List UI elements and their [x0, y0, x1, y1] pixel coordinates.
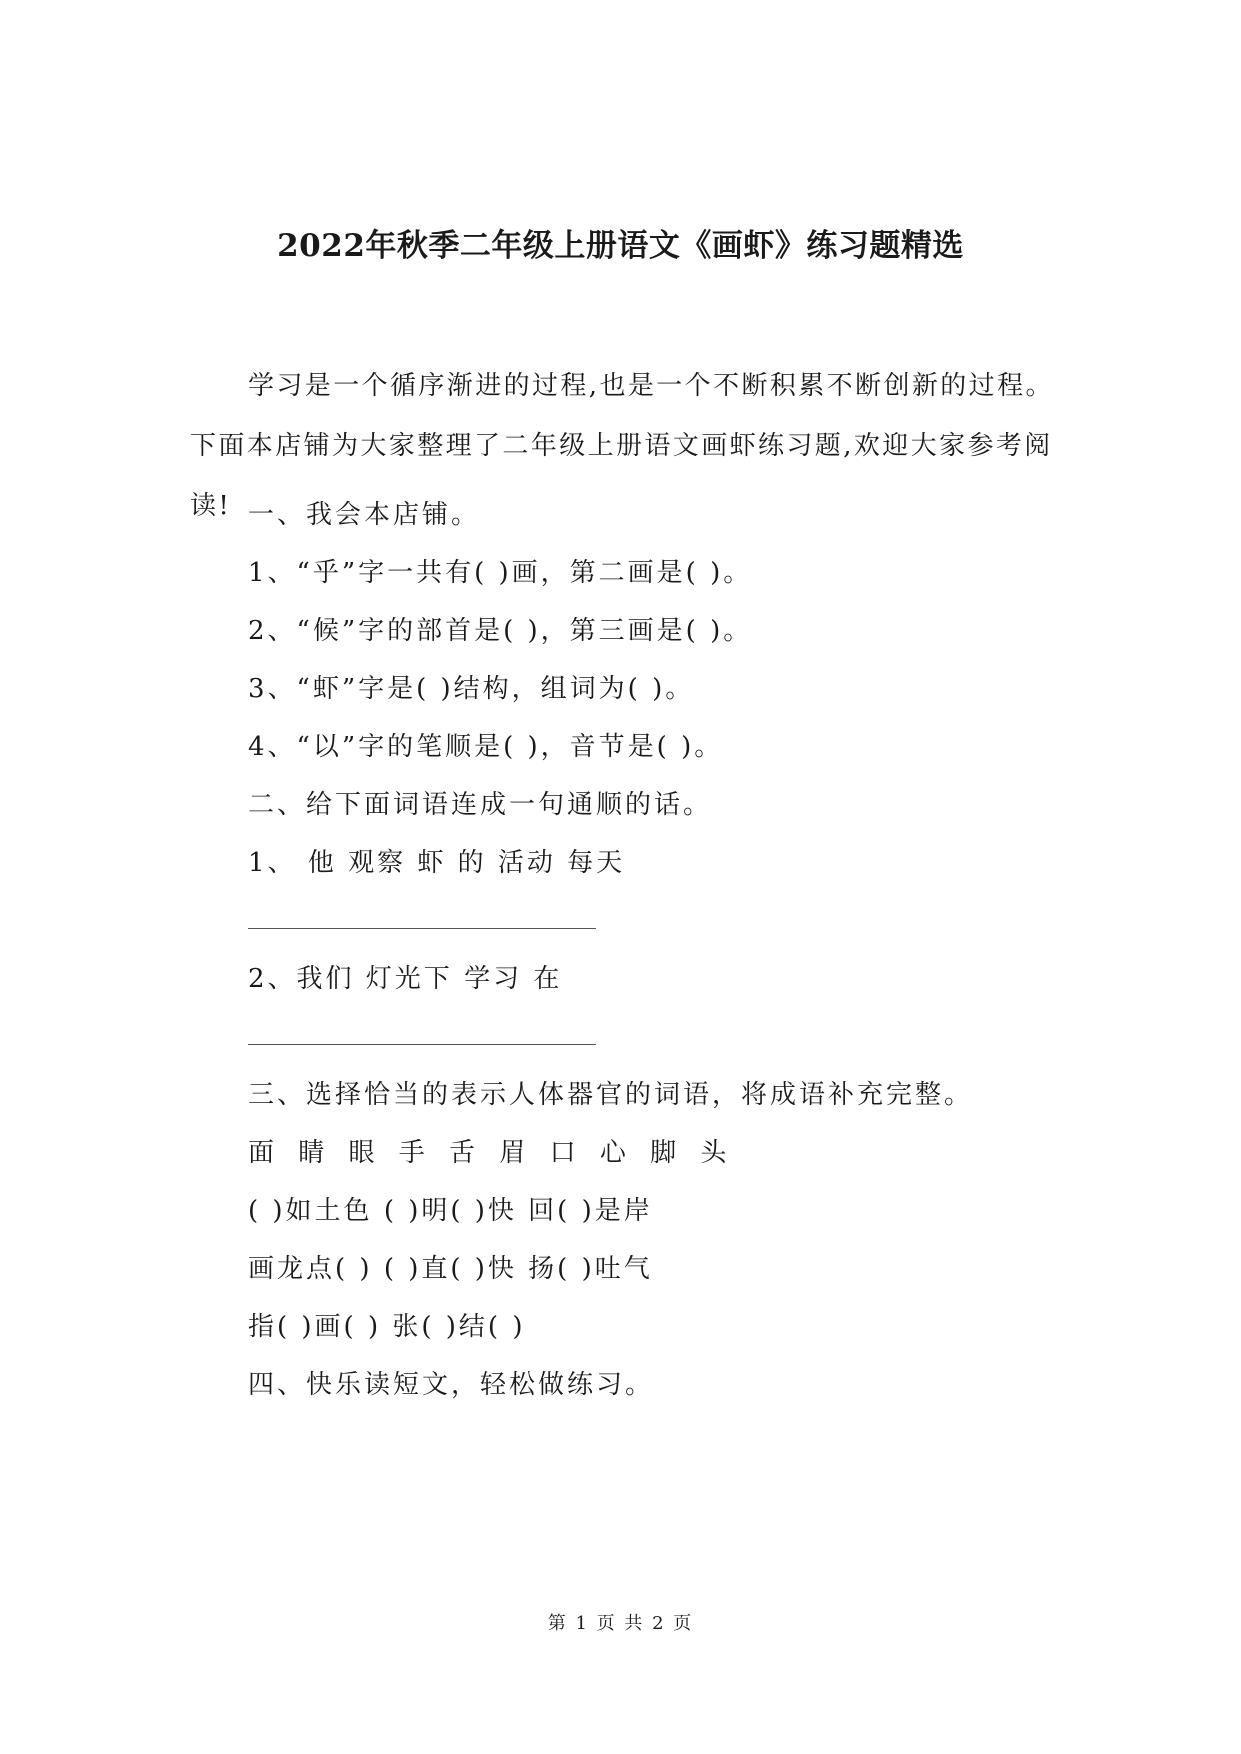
section-3-heading: 三、选择恰当的表示人体器官的词语，将成语补充完整。 [248, 1080, 974, 1110]
question-2-1: 1、 他 观察 虾 的 活动 每天 [248, 848, 626, 878]
answer-line-2-2 [248, 1044, 596, 1045]
question-1-2: 2、“候”字的部首是( )，第三画是( )。 [248, 616, 753, 646]
idiom-row-3: 指( )画( ) 张( )结( ) [248, 1312, 526, 1342]
section-4-heading: 四、快乐读短文，轻松做练习。 [248, 1370, 655, 1400]
word-bank: 面 睛 眼 手 舌 眉 口 心 脚 头 [248, 1138, 730, 1168]
question-1-3: 3、“虾”字是( )结构，组词为( )。 [248, 674, 695, 704]
idiom-row-1: ( )如土色 ( )明( )快 回( )是岸 [248, 1196, 653, 1226]
idiom-row-2: 画龙点( ) ( )直( )快 扬( )吐气 [248, 1254, 653, 1284]
page-title: 2022年秋季二年级上册语文《画虾》练习题精选 [277, 228, 964, 264]
intro-paragraph: 学习是一个循序渐进的过程,也是一个不断积累不断创新的过程。下面本店铺为大家整理了二年级上册语文画虾练习题,欢迎大家参考阅读! [190, 371, 1054, 521]
section-1-heading: 一、我会本店铺。 [248, 500, 481, 530]
answer-line-2-1 [248, 928, 596, 929]
question-1-4: 4、“以”字的笔顺是( )，音节是( )。 [248, 732, 724, 762]
page-footer: 第 1 页 共 2 页 [547, 1613, 694, 1634]
section-2-heading: 二、给下面词语连成一句通顺的话。 [248, 790, 713, 820]
question-1-1: 1、“乎”字一共有( )画，第二画是( )。 [248, 558, 753, 588]
question-2-2: 2、我们 灯光下 学习 在 [248, 964, 563, 994]
